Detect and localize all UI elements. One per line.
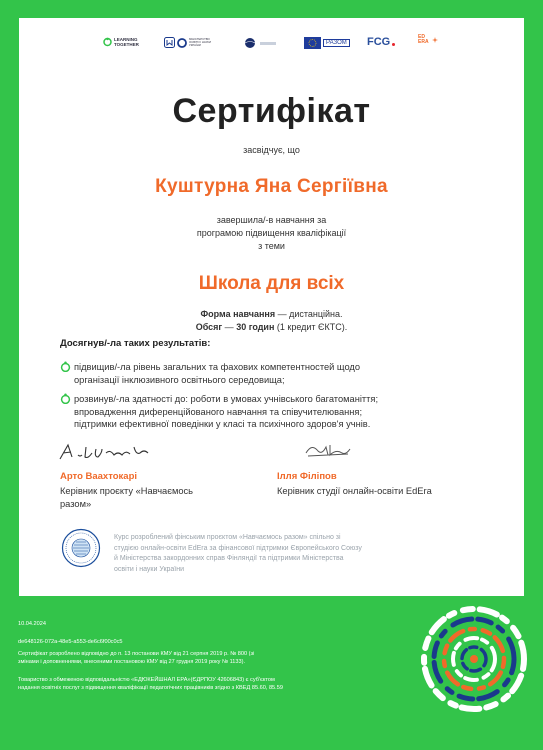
results-heading: Досягнув/-ла таких результатів: (60, 338, 211, 349)
eu-flag-icon (304, 37, 321, 49)
globe-icon (244, 37, 258, 49)
project-seal-icon (61, 528, 101, 568)
result-item (60, 393, 378, 431)
project-note-line: студією онлайн-освіти EdEra за фінансової підтримки Європейського Союзу (114, 544, 362, 552)
certificate-id: de648126-072a-48e5-a553-de6c6f00c0c5 (18, 639, 123, 645)
signature-filipov (304, 441, 352, 459)
study-volume-dash: — (222, 322, 237, 332)
result-line: організації інклюзивного освітнього середовища; (74, 374, 285, 385)
signer1-name: Арто Ваахтокарі (60, 471, 138, 482)
certificate-title: Сертифікат (172, 92, 371, 130)
trident-icon (164, 37, 175, 48)
issue-date: 10.04.2024 (18, 621, 46, 627)
partner-logos (0, 34, 543, 53)
study-form (0, 308, 543, 320)
company-line: Товариство з обмеженою відповідальністю «ЕДЮКЕЙШНАЛ ЕРА»(ЄДРПОУ 42606843) є суб'єктом (18, 677, 275, 683)
study-volume (0, 321, 543, 333)
study-form-value: — дистанційна. (275, 309, 343, 319)
result-line: розвинув/-ла здатності до: роботи в умовах учнівського багатоманіття; (74, 394, 379, 404)
completed-line-1: завершила/-в навчання за (216, 215, 327, 225)
eu-logo: РАЗОМ (304, 37, 350, 49)
study-volume-hours: 30 годин (236, 322, 275, 332)
finland-ministry-logo (244, 37, 276, 49)
result-line: впровадження диференційованого навчання та співучителювання; (74, 406, 363, 417)
project-note-line: й Міністерства закордонних справ Фінляндії та підтримки Міністерства (114, 555, 344, 562)
result-line: підтримки ефективної поведінки у класі та психічного здоров'я учнів. (74, 419, 371, 429)
recipient-name: Куштурна Яна Сергіївна (155, 176, 388, 197)
project-note (114, 533, 362, 575)
regulation-line: змінами і доповненнями, внесеними постановою КМУ від 27 грудня 2019 року № 1133). (18, 659, 246, 665)
edera-spark-icon (432, 37, 438, 43)
study-volume-label: Обсяг (195, 322, 223, 332)
signer1-role-line1: Керівник проєкту «Навчаємось (60, 486, 194, 496)
fcg-dot-icon (392, 43, 395, 46)
ua-ministry-logo: МІНІСТЕРСТВО ОСВІТИ І НАУКИ УКРАЇНИ (164, 37, 213, 48)
study-form-label: Форма навчання (200, 309, 276, 319)
course-title: Школа для всіх (198, 273, 345, 294)
result-item (60, 361, 360, 386)
company-line: надання освітніх послуг з підвищення кваліфікації педагогічних працівників згідно з КВЕД 85.60, 85.59 (18, 685, 283, 691)
project-note-line: освіти і науки України (114, 565, 185, 573)
spiral-decoration-icon (418, 603, 530, 715)
study-volume-credit: (1 кредит ЄКТС). (274, 322, 348, 332)
regulation-line: Сертифікат розроблено відповідно до п. 13 постанови КМУ від 21 серпня 2019 р. № 800 (зі (18, 651, 255, 657)
signature-vaahtokari (58, 441, 150, 463)
mon-icon (177, 38, 187, 48)
result-check-icon (60, 361, 71, 372)
signer2-role: Керівник студії онлайн-освіти EdEra (277, 486, 432, 496)
certifies-text: засвідчує, що (243, 145, 300, 155)
result-check-icon (60, 393, 71, 404)
signer1-role-line2: разом» (60, 499, 92, 509)
fcg-logo: FCG (367, 36, 395, 48)
signer2-name: Ілля Філіпов (277, 471, 337, 482)
learning-together-icon (103, 37, 112, 47)
result-line: підвищив/-ла рівень загальних та фахових компетентностей щодо (74, 362, 361, 372)
edera-logo: ED ERA (418, 35, 438, 45)
finland-text-bar (260, 42, 276, 45)
completed-line-3: з теми (258, 241, 285, 251)
project-note-line: Курс розроблений фінським проєктом «Навчаємось разом» спільно зі (114, 534, 341, 541)
completed-line-2: програмою підвищення кваліфікації (196, 228, 347, 238)
learning-together-logo: LEARNING TOGETHER (103, 37, 139, 47)
